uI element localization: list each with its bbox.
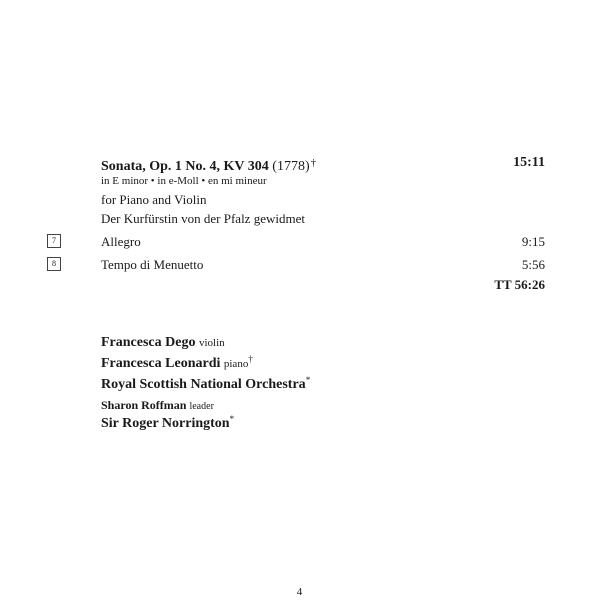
artist-role: leader xyxy=(189,401,214,412)
artist-mark: * xyxy=(305,375,311,385)
artist-name: Francesca Dego xyxy=(101,335,196,350)
track-duration: 5:56 xyxy=(521,257,545,272)
work-duration: 15:11 xyxy=(513,155,545,170)
artist-name: Francesca Leonardi xyxy=(101,356,221,371)
artist-role: piano xyxy=(223,358,249,370)
artist-line xyxy=(101,397,214,415)
track-title: Allegro xyxy=(101,234,141,249)
work-year: (1778) xyxy=(272,159,310,174)
track-title: Tempo di Menuetto xyxy=(101,257,204,272)
artist-line xyxy=(101,375,310,395)
track-number-box xyxy=(47,234,61,248)
work-title: Sonata, Op. 1 No. 4, KV 304 xyxy=(101,159,269,174)
page-number: 4 xyxy=(296,586,303,598)
artist-mark: * xyxy=(229,414,235,424)
total-time: TT 56:26 xyxy=(494,277,545,292)
track-duration: 9:15 xyxy=(521,234,545,249)
track-number: 8 xyxy=(52,259,56,268)
artist-role: violin xyxy=(198,337,225,349)
artist-name: Sharon Roffman xyxy=(101,398,187,412)
work-keys: in E minor • in e-Moll • en mi mineur xyxy=(101,175,267,187)
work-title-mark: † xyxy=(310,157,317,169)
artist-line xyxy=(101,414,234,434)
track-number: 7 xyxy=(52,236,56,245)
artist-name: Sir Roger Norrington xyxy=(101,416,230,431)
work-instrumentation: for Piano and Violin xyxy=(101,192,207,207)
work-dedication: Der Kurfürstin von der Pfalz gewidmet xyxy=(101,211,305,226)
artist-line xyxy=(101,333,225,353)
artist-name: Royal Scottish National Orchestra xyxy=(101,377,306,392)
artist-mark: † xyxy=(248,354,253,364)
artist-line xyxy=(101,354,253,374)
work-title-line xyxy=(101,154,316,176)
track-number-box xyxy=(47,257,61,271)
